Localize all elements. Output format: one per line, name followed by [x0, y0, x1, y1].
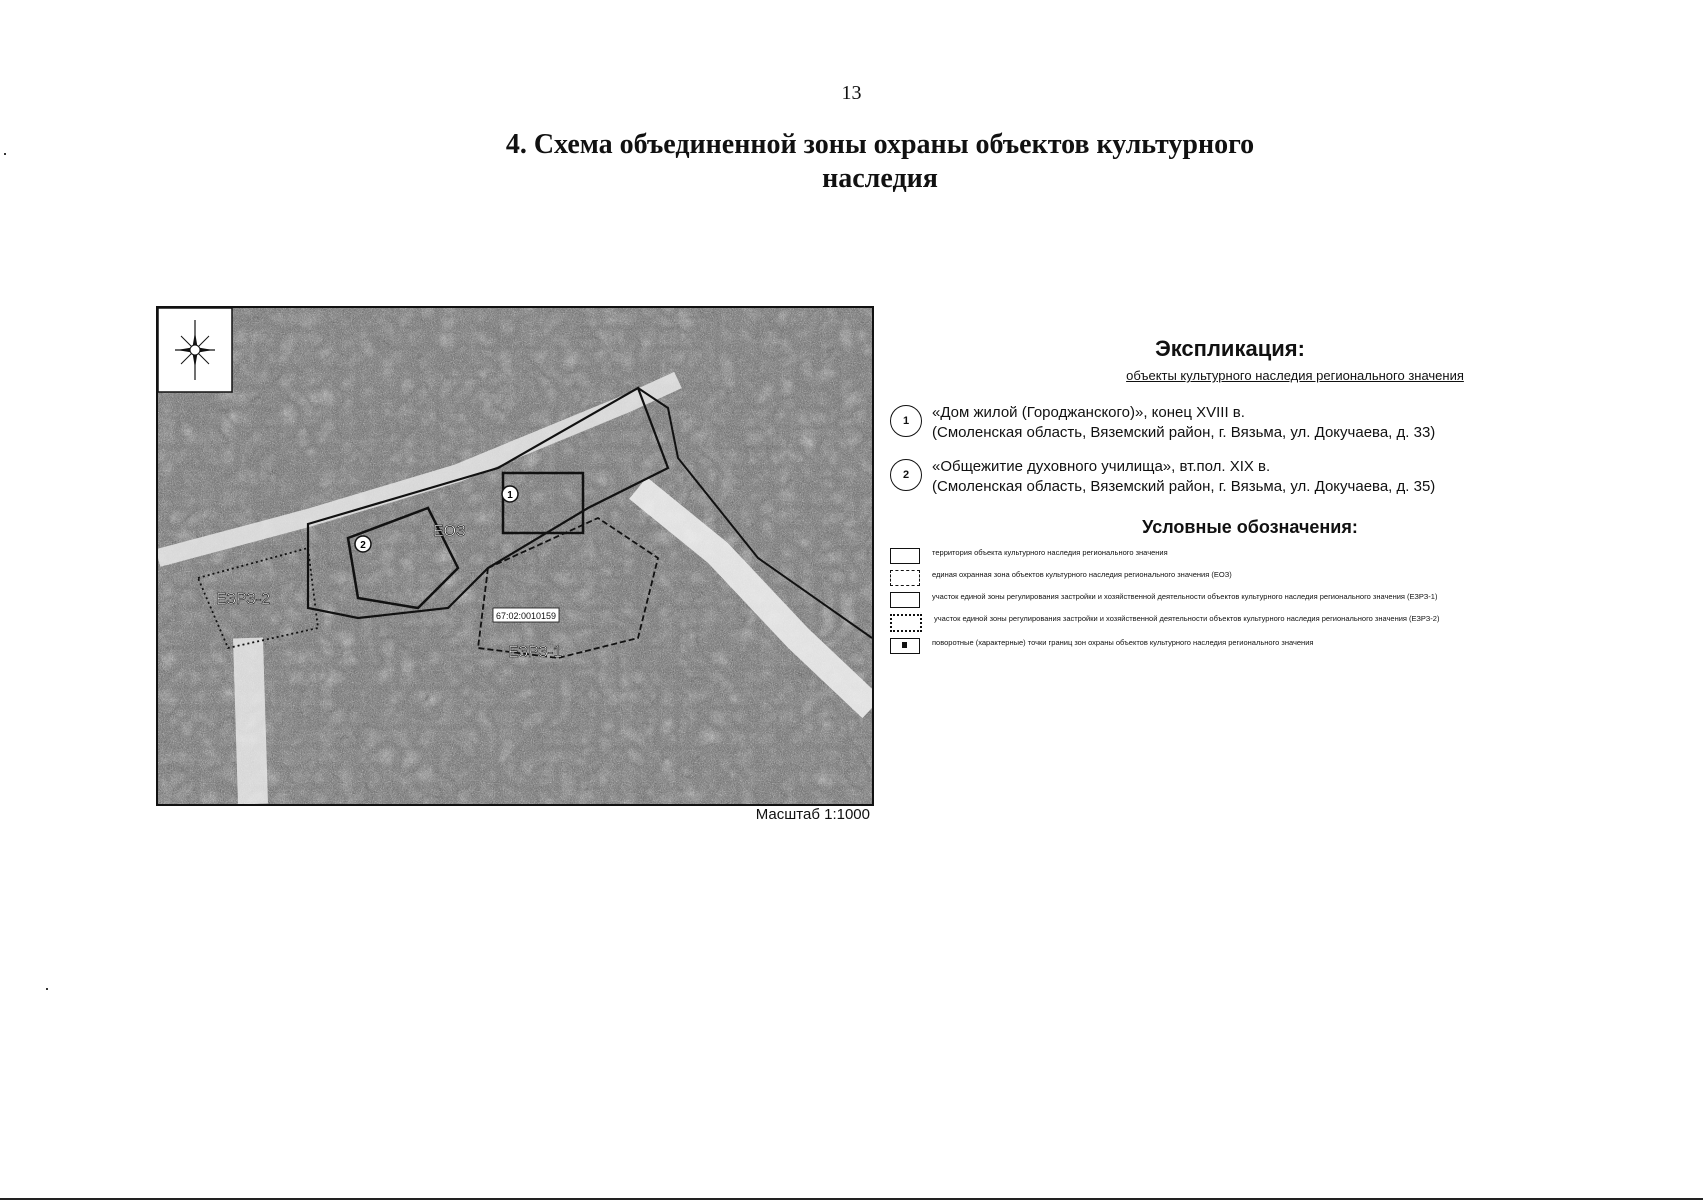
symbol-row-ezrz1: [890, 592, 1570, 608]
label-ezrz2: ЕЗРЗ-2: [216, 591, 271, 608]
svg-text:2: 2: [360, 540, 366, 551]
symbol-label: единая охранная зона объектов культурного наследия регионального значения (ЕОЗ): [932, 570, 1232, 579]
label-parcel: 67:02:0010159: [496, 611, 557, 621]
ezrz1-swatch-icon: [890, 592, 920, 608]
aerial-map-canvas: [158, 308, 872, 804]
legend-subheading: объекты культурного наследия регионального значения: [1126, 368, 1464, 383]
title-line-1: 4. Схема объединенной зоны охраны объектов культурного: [505, 129, 1255, 160]
symbol-row-territory: [890, 548, 1570, 564]
legend-object-2: [890, 457, 1570, 497]
object-1-name: «Дом жилой (Городжанского)», конец XVIII в.: [932, 404, 1245, 421]
turning-point-swatch-icon: [890, 638, 920, 654]
object-number-badge: 2: [890, 459, 922, 491]
map-scale: Масштаб 1:1000: [755, 806, 870, 823]
scan-speck: [4, 153, 6, 155]
ezrz2-swatch-icon: [890, 614, 922, 632]
scan-speck: [46, 988, 48, 990]
symbol-row-eoz: [890, 570, 1570, 586]
symbol-label: территория объекта культурного наследия регионального значения: [932, 548, 1168, 557]
symbol-label: участок единой зоны регулирования застройки и хозяйственной деятельности объектов культурного наследия регионального значения (ЕЗРЗ-2): [934, 614, 1440, 623]
eoz-swatch-icon: [890, 570, 920, 586]
title-line-2: наследия: [822, 163, 938, 194]
map-marker-1: [502, 486, 518, 502]
label-ezrz1: ЕЗРЗ-1: [508, 644, 563, 661]
symbol-row-points: [890, 638, 1570, 654]
legend-panel: [890, 336, 1570, 660]
symbol-label: поворотные (характерные) точки границ зон охраны объектов культурного наследия регионального значения: [932, 638, 1314, 647]
territory-swatch-icon: [890, 548, 920, 564]
object-1-address: (Смоленская область, Вяземский район, г. Вязьма, ул. Докучаева, д. 33): [932, 424, 1436, 441]
page-number: 13: [841, 82, 862, 104]
legend-heading: Экспликация:: [1155, 336, 1305, 361]
symbol-row-ezrz2: [890, 614, 1570, 632]
aerial-map: [156, 306, 874, 806]
svg-text:1: 1: [507, 490, 513, 501]
road-vertical: [248, 638, 253, 804]
object-2-address: (Смоленская область, Вяземский район, г. Вязьма, ул. Докучаева, д. 35): [932, 478, 1436, 495]
page-title: [380, 128, 1380, 196]
map-marker-2: [355, 536, 371, 552]
label-eoz: ЕОЗ: [433, 523, 466, 540]
object-number-badge: 1: [890, 405, 922, 437]
symbols-heading: Условные обозначения:: [1142, 517, 1358, 537]
object-2-name: «Общежитие духовного училища», вт.пол. XIX в.: [932, 458, 1271, 475]
legend-object-1: [890, 403, 1570, 443]
symbol-label: участок единой зоны регулирования застройки и хозяйственной деятельности объектов культурного наследия регионального значения (ЕЗРЗ-1): [932, 592, 1438, 601]
